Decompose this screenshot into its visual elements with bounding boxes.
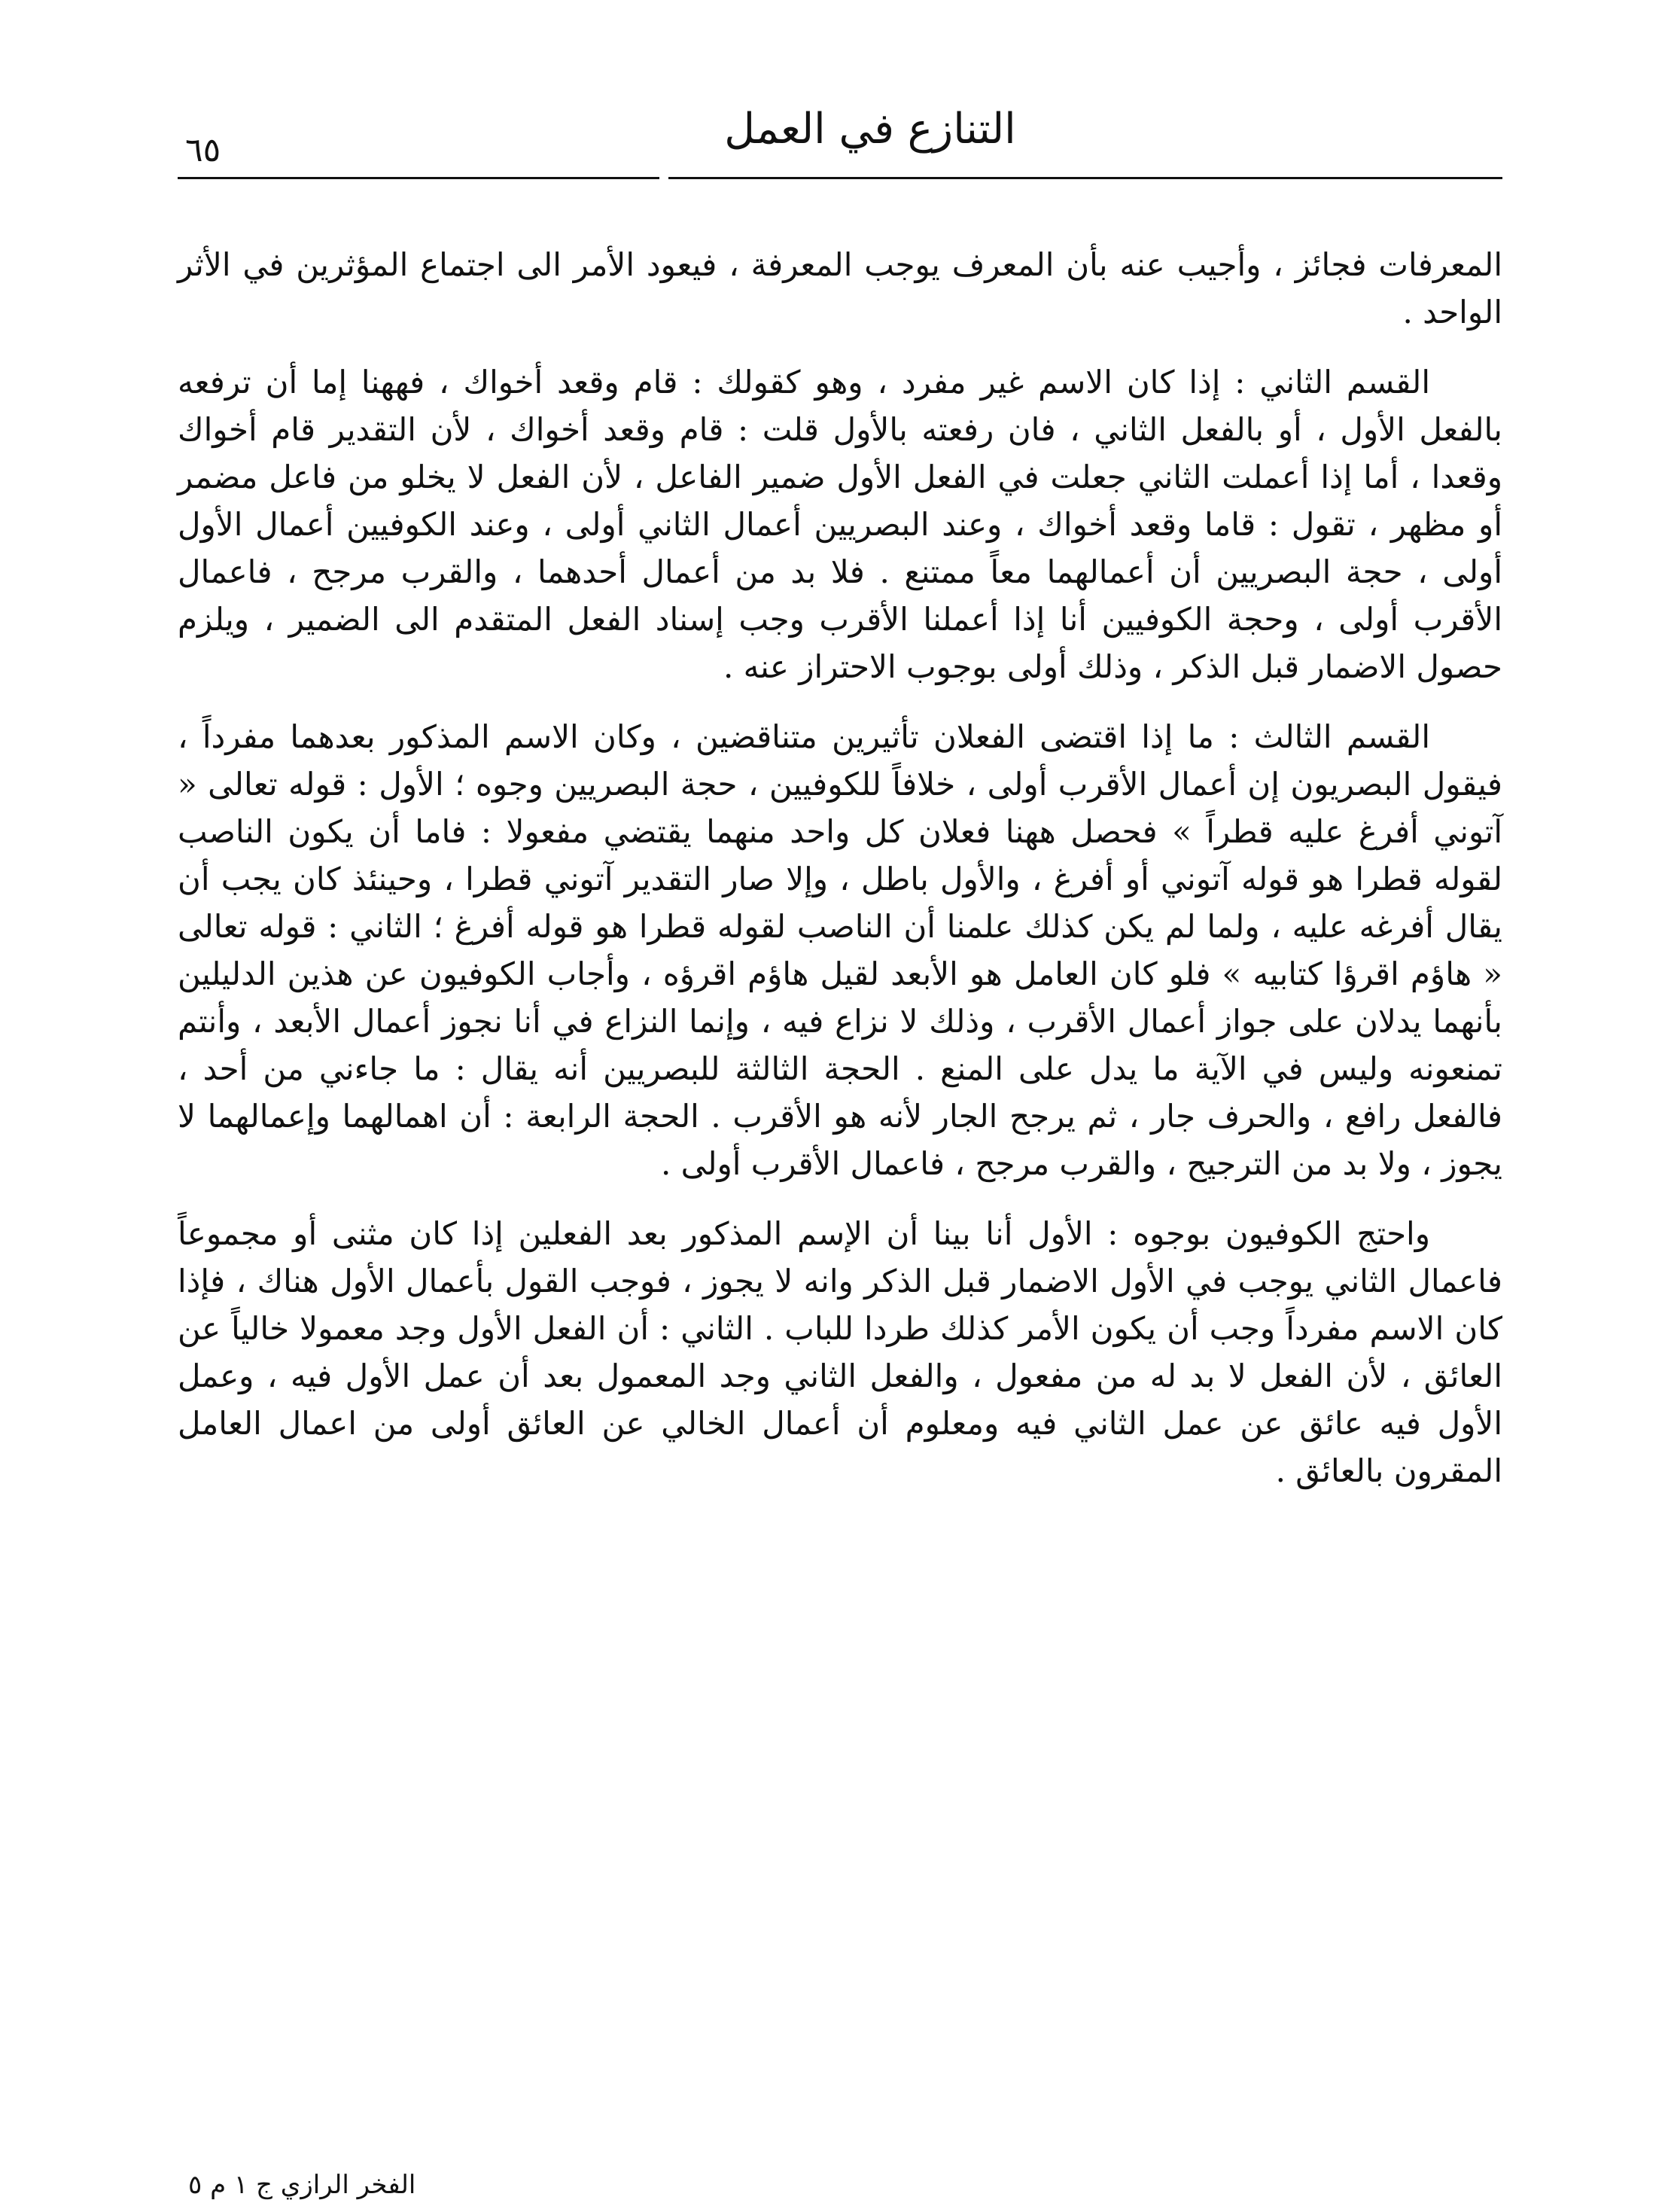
paragraph-third-division: القسم الثالث : ما إذا اقتضى الفعلان تأثيرين متناقضين ، وكان الاسم المذكور بعدهما مفرداً ، فيقول البصريون إن أعمال الأقرب أولى ، خلافاً للكوفيين ، حجة البصريين وجوه ؛ الأول : قوله تعالى « آتوني أفرغ عليه قطراً » فحصل ههنا فعلان كل واحد منهما يقتضي مفعولا : فاما أن يكون الناصب لقوله قطرا هو قوله آتوني أو أفرغ ، والأول باطل ، وإلا صار التقدير آتوني قطرا ، وحينئذ كان يجب أن يقال أفرغه عليه ، ولما لم يكن كذلك علمنا أن الناصب لقوله قطرا هو قوله أفرغ ؛ الثاني : قوله تعالى « هاؤم اقرؤا كتابيه » فلو كان العامل هو الأبعد لقيل هاؤم اقرؤه ، وأجاب الكوفيون عن هذين الدليلين بأنهما يدلان على جواز أعمال الأقرب ، وذلك لا نزاع فيه ، وإنما النزاع في أنا نجوز أعمال الأبعد ، وأنتم تمنعونه وليس في الآية ما يدل على المنع . الحجة الثالثة للبصريين أنه يقال : ما جاءني من أحد ، فالفعل رافع ، والحرف جار ، ثم يرجح الجار لأنه هو الأقرب . الحجة الرابعة : أن اهمالهما وإعمالهما لا يجوز ، ولا بد من الترجيح ، والقرب مرجح ، فاعمال الأقرب أولى . (178, 718, 1502, 1182)
body-text (178, 241, 1502, 1517)
running-header (178, 89, 1502, 179)
paragraph-second-division: القسم الثاني : إذا كان الاسم غير مفرد ، وهو كقولك : قام وقعد أخواك ، فههنا إما أن ترفعه بالفعل الأول ، أو بالفعل الثاني ، فان رفعته بالأول قلت : قام وقعد أخواك ، لأن التقدير قام أخواك وقعدا ، أما إذا أعملت الثاني جعلت في الفعل الأول ضمير الفاعل ، لأن الفعل لا يخلو من فاعل مضمر أو مظهر ، تقول : قاما وقعد أخواك ، وعند البصريين أعمال الثاني أولى ، وعند الكوفيين أعمال الأول أولى ، حجة البصريين أن أعمالهما معاً ممتنع . فلا بد من أعمال أحدهما ، والقرب مرجح ، فاعمال الأقرب أولى ، وحجة الكوفيين أنا إذا أعملنا الأقرب وجب إسناد الفعل المتقدم الى الضمير ، ويلزم حصول الاضمار قبل الذكر ، وذلك أولى بوجوب الاحتراز عنه . (178, 364, 1502, 685)
header-rule (668, 177, 1502, 179)
footer-signature: الفخر الرازي ج ١ م ٥ (188, 2170, 416, 2200)
header-rule (178, 177, 659, 179)
paragraph-kufan-arguments: واحتج الكوفيون بوجوه : الأول أنا بينا أن الإسم المذكور بعد الفعلين إذا كان مثنى أو مجموعاً فاعمال الثاني يوجب في الأول الاضمار قبل الذكر وانه لا يجوز ، فوجب القول بأعمال الأول هناك ، فإذا كان الاسم مفرداً وجب أن يكون الأمر كذلك طردا للباب . الثاني : أن الفعل الأول وجد معمولا خالياً عن العائق ، لأن الفعل لا بد له من مفعول ، والفعل الثاني وجد المعمول بعد أن عمل الأول فيه ، وعمل الأول فيه عائق عن عمل الثاني فيه ومعلوم أن أعمال الخالي عن العائق أولى من اعمال العامل المقرون بالعائق . (178, 1215, 1502, 1489)
page-number: ٦٥ (185, 131, 221, 169)
paragraph-continuation: المعرفات فجائز ، وأجيب عنه بأن المعرف يوجب المعرفة ، فيعود الأمر الى اجتماع المؤثرين في الأثر الواحد . (178, 246, 1502, 331)
chapter-title: التنازع في العمل (724, 105, 1016, 154)
